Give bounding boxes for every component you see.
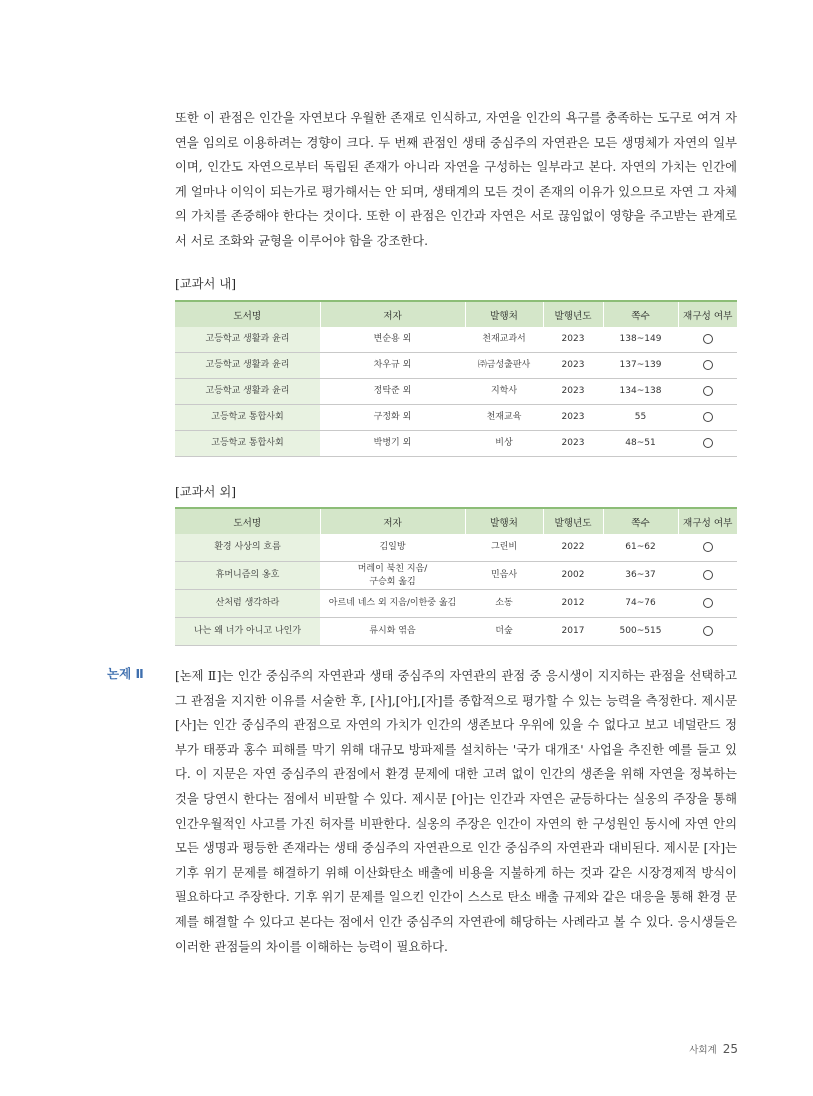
book-publisher: 비상	[465, 431, 543, 457]
book-pages: 138~149	[603, 327, 678, 353]
circle-mark-icon	[703, 598, 713, 608]
book-title: 환경 사상의 흐름	[175, 534, 320, 562]
textbook-in-label: [교과서 내]	[175, 277, 237, 291]
book-title: 고등학교 생활과 윤리	[175, 379, 320, 405]
book-year: 2023	[543, 405, 603, 431]
circle-mark-icon	[703, 386, 713, 396]
table-row	[175, 327, 737, 353]
reconstruction-cell	[678, 534, 737, 562]
table-row	[175, 431, 737, 457]
book-pages: 137~139	[603, 353, 678, 379]
book-title: 휴머니즘의 옹호	[175, 562, 320, 590]
header-pages: 쪽수	[603, 508, 678, 534]
book-publisher: 천재교과서	[465, 327, 543, 353]
header-title: 도서명	[175, 508, 320, 534]
circle-mark-icon	[703, 626, 713, 636]
book-author	[320, 534, 465, 562]
book-author	[320, 618, 465, 646]
book-year: 2012	[543, 590, 603, 618]
book-pages: 74~76	[603, 590, 678, 618]
book-publisher: ㈜금성출판사	[465, 353, 543, 379]
book-year: 2023	[543, 353, 603, 379]
book-author	[320, 590, 465, 618]
page-footer	[689, 1038, 738, 1057]
book-publisher: 천재교육	[465, 405, 543, 431]
header-reconstruction: 재구성 여부	[678, 508, 737, 534]
reconstruction-cell	[678, 590, 737, 618]
reconstruction-cell	[678, 327, 737, 353]
table-row	[175, 534, 737, 562]
header-publisher: 발행처	[465, 508, 543, 534]
circle-mark-icon	[703, 438, 713, 448]
book-title: 고등학교 통합사회	[175, 431, 320, 457]
author-line: 머레이 북친 지음/	[357, 563, 428, 574]
table-row	[175, 405, 737, 431]
book-year: 2023	[543, 327, 603, 353]
book-publisher: 더숲	[465, 618, 543, 646]
body-paragraph-1: 또한 이 관점은 인간을 자연보다 우월한 존재로 인식하고, 자연을 인간의 욕구를 충족하는 도구로 여겨 자연을 임의로 이용하려는 경향이 크다. 두 번째 관점인 생태 중심주의 자연관은 모든 생명체가 자연의 일부이며, 인간도 자연으로부터 독립된 존재가 아니라 자연을 구성하는 일부라고 본다. 자연의 가치는 인간에게 얼마나 이익이 되는가로 평가해서는 안 되며, 생태계의 모든 것이 존재의 이유가 있으므로 자연 그 자체의 가치를 존중해야 한다는 것이다. 또한 이 관점은 인간과 자연은 서로 끊임없이 영향을 주고받는 관계로서 서로 조화와 균형을 이루어야 함을 강조한다.	[175, 111, 737, 248]
circle-mark-icon	[703, 412, 713, 422]
reconstruction-cell	[678, 562, 737, 590]
book-title: 고등학교 생활과 윤리	[175, 353, 320, 379]
book-title: 고등학교 생활과 윤리	[175, 327, 320, 353]
table-header-row	[175, 301, 737, 327]
table-header-row	[175, 508, 737, 534]
author-line: 류시화 엮음	[369, 626, 416, 636]
book-pages: 55	[603, 405, 678, 431]
circle-mark-icon	[703, 570, 713, 580]
book-year: 2002	[543, 562, 603, 590]
header-reconstruction: 재구성 여부	[678, 301, 737, 327]
book-pages: 500~515	[603, 618, 678, 646]
book-year: 2023	[543, 379, 603, 405]
table-row	[175, 562, 737, 590]
author-line: 구승회 옮김	[369, 576, 416, 587]
book-year: 2022	[543, 534, 603, 562]
book-publisher: 지학사	[465, 379, 543, 405]
table-row	[175, 353, 737, 379]
author-line: 김일방	[379, 542, 406, 552]
textbook-out-table	[175, 507, 737, 646]
body-paragraph-2: [논제 Ⅱ]는 인간 중심주의 자연관과 생태 중심주의 자연관의 관점 중 응시생이 지지하는 관점을 선택하고 그 관점을 지지한 이유를 서술한 후, [사],[아],[자]를 종합적으로 평가할 수 있는 능력을 측정한다. 제시문 [사]는 인간 중심주의 관점으로 자연의 가치가 인간의 생존보다 우위에 있을 수 없다고 보고 네덜란드 정부가 태풍과 홍수 피해를 막기 위해 대규모 방파제를 설치하는 '국가 대개조' 사업을 추진한 예를 들고 있다. 이 지문은 자연 중심주의 관점에서 환경 문제에 대한 고려 없이 인간의 생존을 위해 자연을 정복하는 것을 당연시 한다는 점에서 비판할 수 있다. 제시문 [아]는 인간과 자연은 균등하다는 실옹의 주장을 통해 인간우월적인 사고를 가진 허자를 비판한다. 실옹의 주장은 인간이 자연의 한 구성원인 동시에 자연 안의 모든 생명과 평등한 존재라는 생태 중심주의 자연관으로 인간 중심주의 자연관과 대비된다. 제시문 [자]는 기후 위기 문제를 해결하기 위해 이산화탄소 배출에 비용을 지불하게 하는 것과 같은 시장경제적 방식이 필요하다고 주장한다. 기후 위기 문제를 일으킨 인간이 스스로 탄소 배출 규제와 같은 대응을 통해 환경 문제를 해결할 수 있다고 본다는 점에서 인간 중심주의 자연관에 해당하는 사례라고 볼 수 있다. 응시생들은 이러한 관점들의 차이를 이해하는 능력이 필요하다.	[175, 669, 737, 954]
book-pages: 134~138	[603, 379, 678, 405]
table-row	[175, 618, 737, 646]
textbook-out-label: [교과서 외]	[175, 485, 237, 499]
book-author: 정탁준 외	[320, 379, 465, 405]
header-year: 발행년도	[543, 301, 603, 327]
circle-mark-icon	[703, 360, 713, 370]
book-title: 고등학교 통합사회	[175, 405, 320, 431]
table-row	[175, 379, 737, 405]
book-author: 구정화 외	[320, 405, 465, 431]
header-publisher: 발행처	[465, 301, 543, 327]
header-author: 저자	[320, 508, 465, 534]
section-label: 논제 Ⅱ	[107, 666, 144, 681]
book-year: 2023	[543, 431, 603, 457]
header-pages: 쪽수	[603, 301, 678, 327]
author-line: 아르네 네스 외 지음/이한중 옮김	[328, 598, 457, 608]
book-publisher: 그린비	[465, 534, 543, 562]
book-author	[320, 562, 465, 590]
table-row	[175, 590, 737, 618]
textbook-in-table	[175, 300, 737, 457]
book-publisher: 소동	[465, 590, 543, 618]
reconstruction-cell	[678, 618, 737, 646]
reconstruction-cell	[678, 405, 737, 431]
header-author: 저자	[320, 301, 465, 327]
footer-section: 사회계	[689, 1045, 717, 1056]
book-year: 2017	[543, 618, 603, 646]
circle-mark-icon	[703, 542, 713, 552]
header-year: 발행년도	[543, 508, 603, 534]
header-title: 도서명	[175, 301, 320, 327]
book-pages: 36~37	[603, 562, 678, 590]
book-author: 변순용 외	[320, 327, 465, 353]
book-pages: 61~62	[603, 534, 678, 562]
book-author: 박병기 외	[320, 431, 465, 457]
book-pages: 48~51	[603, 431, 678, 457]
reconstruction-cell	[678, 353, 737, 379]
circle-mark-icon	[703, 334, 713, 344]
page-number: 25	[722, 1042, 738, 1056]
reconstruction-cell	[678, 379, 737, 405]
book-title: 산처럼 생각하라	[175, 590, 320, 618]
book-title: 나는 왜 너가 아니고 나인가	[175, 618, 320, 646]
book-publisher: 민음사	[465, 562, 543, 590]
book-author: 차우규 외	[320, 353, 465, 379]
reconstruction-cell	[678, 431, 737, 457]
